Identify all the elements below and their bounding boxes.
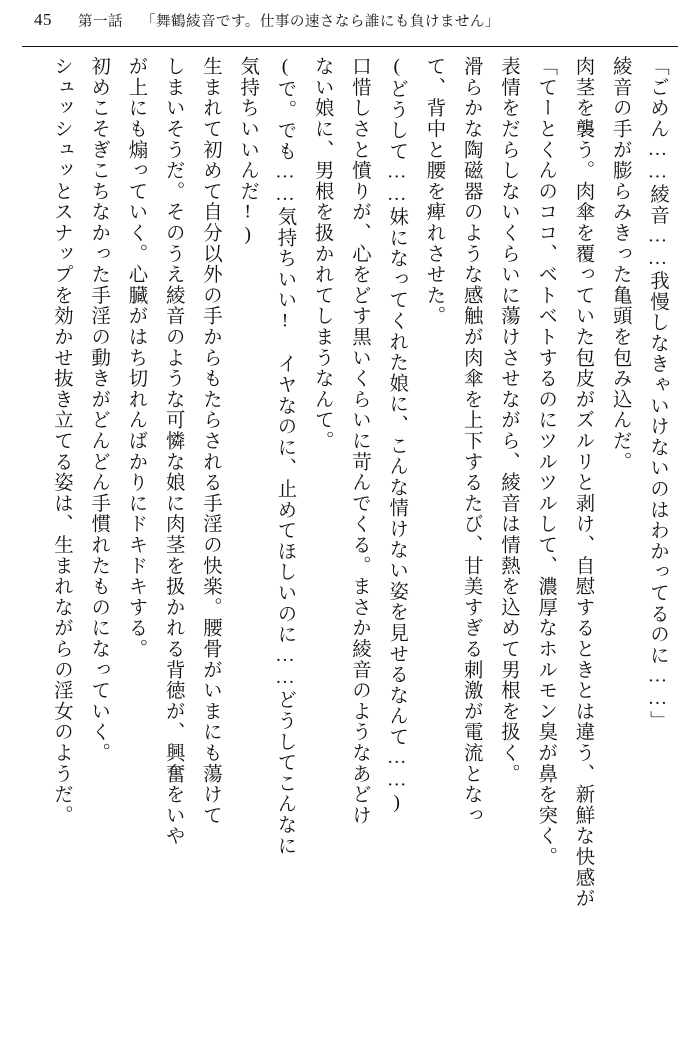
paragraph: が上にも煽っていく。心臓がはち切れんばかりにドキドキする。 — [125, 56, 147, 660]
running-title: 「舞鶴綾音です。仕事の速さなら誰にも負けません」 — [141, 13, 500, 30]
page-number: 45 — [34, 10, 52, 29]
paragraph: 肉茎を襲う。肉傘を覆っていた包皮がズルリと剥け、自慰するときとは違う、新鮮な快感が — [572, 56, 594, 909]
paragraph: 生まれて初めて自分以外の手からもたらされる手淫の快楽。腰骨がいまにも蕩けて — [200, 56, 221, 826]
paragraph: て、背中と腰を痺れさせた。 — [423, 56, 445, 327]
paragraph: 表情をだらしないくらいに蕩けさせながら、綾音は情熱を込めて男根を扱く。 — [498, 56, 519, 784]
paragraph: 「ごめん……綾音……我慢しなきゃいけないのはわかってるのに……」 — [647, 56, 668, 732]
paragraph: (どうして……妹になってくれた娘に、こんな情けない姿を見せるなんて……) — [386, 56, 408, 815]
paragraph: 気持ちいいんだ!) — [237, 56, 259, 247]
chapter-label: 第一話 — [78, 13, 123, 30]
paragraph: 綾音の手が膨らみきった亀頭を包み込んだ。 — [609, 56, 631, 472]
paragraph: (で。でも……気持ちいい! イヤなのに、止めてほしいのに……どうしてこんなに — [274, 56, 296, 856]
paragraph: シュッシュッとスナップを効かせ抜き立てる姿は、生まれながらの淫女のようだ。 — [51, 56, 72, 826]
paragraph: しまいそうだ。そのうえ綾音のような可憐な娘に肉茎を扱かれる背徳が、興奮をいや — [162, 56, 184, 847]
body-text-block — [24, 56, 676, 1016]
paragraph: ない娘に、男根を扱かれてしまうなんて。 — [311, 56, 333, 452]
page-header — [0, 0, 700, 40]
paragraph: 初めこそぎこちなかった手淫の動きがどんどん手慣れたものになっていく。 — [88, 56, 110, 764]
paragraph: 口惜しさと憤りが、心をどす黒いくらいに苛んでくる。まさか綾音のようなあどけ — [349, 56, 370, 826]
paragraph: 滑らかな陶磁器のような感触が肉傘を上下するたび、甘美すぎる刺激が電流となっ — [460, 56, 482, 826]
paragraph: 「てーとくんのココ、ベトベトするのにツルツルして、濃厚なホルモン臭が鼻を突く。 — [535, 56, 557, 868]
